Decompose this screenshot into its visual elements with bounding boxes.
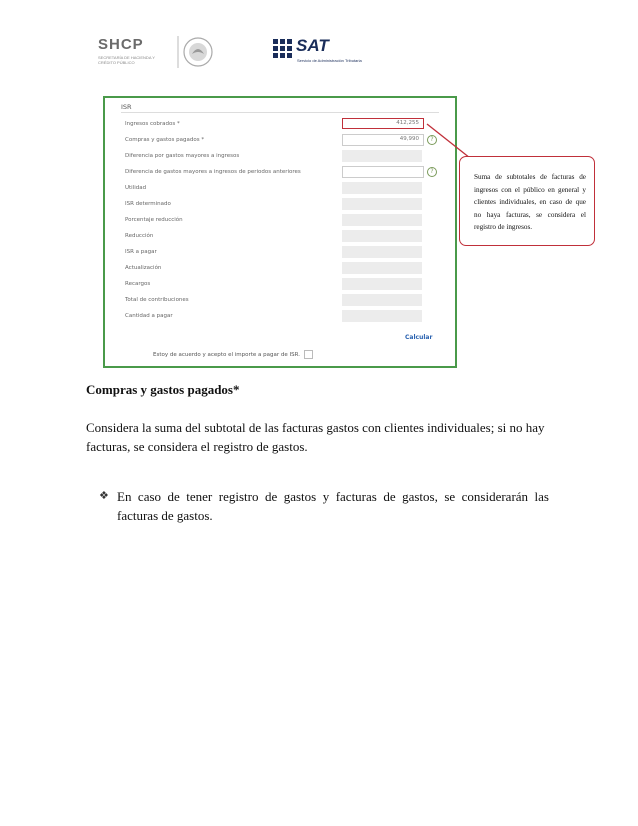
row-value: 49,990 bbox=[399, 136, 419, 142]
callout-text: Suma de subtotales de facturas de ingresos con el público en general y clientes individuales, en caso de que no haya facturas, se considera el registro de ingresos. bbox=[474, 173, 586, 232]
row-value: 412,255 bbox=[396, 120, 419, 126]
row-label: ISR a pagar bbox=[125, 249, 157, 255]
section-title: Compras y gastos pagados* bbox=[86, 382, 240, 397]
row-label: Diferencia por gastos mayores a ingresos bbox=[125, 153, 240, 159]
row-label: Total de contribuciones bbox=[125, 297, 189, 303]
row-label: Reducción bbox=[125, 233, 154, 239]
row-label: Cantidad a pagar bbox=[125, 313, 173, 319]
row-label: Compras y gastos pagados * bbox=[125, 137, 205, 143]
calculate-button[interactable]: Calcular bbox=[405, 334, 433, 341]
section-paragraph: Considera la suma del subtotal de las facturas gastos con clientes individuales; si no hay facturas, se considera el registro de gastos. bbox=[86, 420, 545, 454]
bullet-text: En caso de tener registro de gastos y facturas de gastos, se considerarán las facturas de gastos. bbox=[117, 489, 549, 523]
help-icon[interactable]: ? bbox=[427, 135, 437, 145]
agree-label: Estoy de acuerdo y acepto el importe a pagar de ISR. bbox=[153, 352, 300, 358]
sat-subtitle: Servicio de Administración Tributaria bbox=[297, 58, 362, 63]
row-label: Actualización bbox=[125, 265, 162, 271]
row-label: Diferencia de gastos mayores a ingresos de periodos anteriores bbox=[125, 169, 301, 175]
callout-box bbox=[459, 156, 595, 246]
help-icon[interactable]: ? bbox=[427, 167, 437, 177]
isr-form-title: ISR bbox=[121, 103, 132, 111]
shcp-title: SHCP bbox=[98, 36, 144, 53]
row-label: Recargos bbox=[125, 281, 151, 287]
shcp-subtitle: SECRETARÍA DE HACIENDA Y CRÉDITO PÚBLICO bbox=[98, 55, 155, 65]
row-label: Ingresos cobrados * bbox=[125, 121, 180, 127]
sat-title: SAT bbox=[296, 36, 329, 55]
row-label: ISR determinado bbox=[125, 201, 171, 207]
diamond-bullet-icon: ❖ bbox=[99, 490, 109, 502]
row-label: Utilidad bbox=[125, 185, 147, 191]
row-label: Porcentaje reducción bbox=[125, 217, 183, 223]
